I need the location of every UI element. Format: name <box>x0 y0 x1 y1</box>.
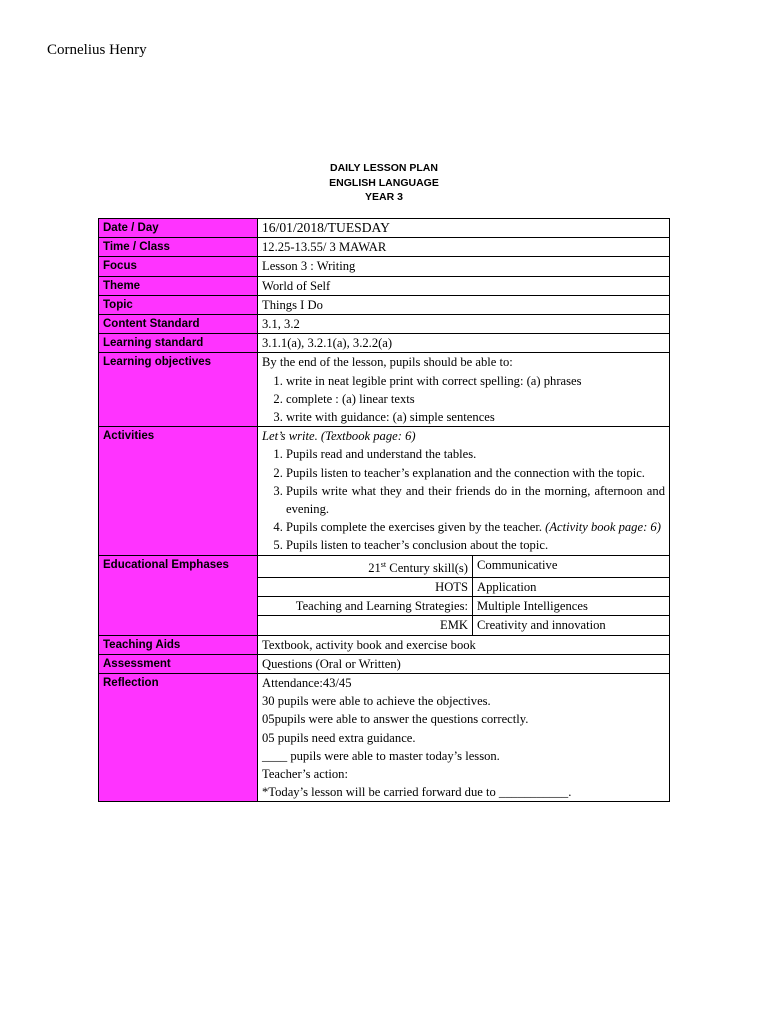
row-theme <box>99 276 670 295</box>
row-aids <box>99 635 670 654</box>
emphasis-key-number: 21 <box>368 560 381 575</box>
label-focus: Focus <box>99 257 258 276</box>
emphasis-key <box>258 556 473 578</box>
activity-item: 3. Pupils write what they and their friends do in the morning, afternoon and evening. <box>286 482 665 518</box>
activity-item: 1. Pupils read and understand the tables. <box>286 445 665 463</box>
activity-item <box>286 518 665 536</box>
emphasis-key-rest: Century skill(s) <box>386 560 468 575</box>
emphasis-value: Creativity and innovation <box>473 616 670 635</box>
heading-line-3: YEAR 3 <box>365 191 403 203</box>
row-topic <box>99 295 670 314</box>
label-learning-standard: Learning standard <box>99 334 258 353</box>
label-aids: Teaching Aids <box>99 635 258 654</box>
label-reflection: Reflection <box>99 674 258 802</box>
value-topic: Things I Do <box>258 295 670 314</box>
emphasis-key: HOTS <box>258 578 473 597</box>
reflection-line: Teacher’s action: <box>262 767 348 782</box>
emphasis-key: EMK <box>258 616 473 635</box>
activity-item-4-note: (Activity book page: 6) <box>545 520 661 535</box>
emphasis-value: Application <box>473 578 670 597</box>
label-theme: Theme <box>99 276 258 295</box>
objective-item: 2. complete : (a) linear texts <box>286 390 665 408</box>
row-learning-standard <box>99 334 670 353</box>
label-content-standard: Content Standard <box>99 315 258 334</box>
value-emphases <box>258 555 670 635</box>
objectives-intro: By the end of the lesson, pupils should be able to: <box>262 355 513 370</box>
row-assessment <box>99 654 670 673</box>
emphasis-key: Teaching and Learning Strategies: <box>258 597 473 616</box>
emphasis-key-suffix: st <box>380 559 387 569</box>
heading-line-1: DAILY LESSON PLAN <box>330 162 438 174</box>
value-time: 12.25-13.55/ 3 MAWAR <box>258 238 670 257</box>
label-emphases: Educational Emphases <box>99 555 258 635</box>
reflection-line: 30 pupils were able to achieve the objectives. <box>262 694 491 709</box>
value-content-standard: 3.1, 3.2 <box>258 315 670 334</box>
label-topic: Topic <box>99 295 258 314</box>
label-assessment: Assessment <box>99 654 258 673</box>
value-focus: Lesson 3 : Writing <box>258 257 670 276</box>
activity-item: 5. Pupils listen to teacher’s conclusion about the topic. <box>286 536 665 554</box>
row-reflection <box>99 674 670 802</box>
row-date <box>99 219 670 238</box>
value-assessment: Questions (Oral or Written) <box>258 654 670 673</box>
reflection-line: 05 pupils need extra guidance. <box>262 730 416 745</box>
reflection-line: ____ pupils were able to master today’s lesson. <box>262 748 500 763</box>
label-date: Date / Day <box>99 219 258 238</box>
objective-item: 3. write with guidance: (a) simple sentences <box>286 408 665 426</box>
value-objectives <box>258 353 670 427</box>
activities-intro-text: Let’s write. (Textbook page: 6) <box>262 429 416 444</box>
reflection-line: *Today’s lesson will be carried forward due to ___________. <box>262 785 572 800</box>
author-name: Cornelius Henry <box>47 42 147 58</box>
heading-line-2: ENGLISH LANGUAGE <box>329 176 439 189</box>
reflection-line: 05pupils were able to answer the questions correctly. <box>262 712 529 727</box>
row-time <box>99 238 670 257</box>
label-activities: Activities <box>99 427 258 555</box>
label-objectives: Learning objectives <box>99 353 258 427</box>
objective-item: 1. write in neat legible print with correct spelling: (a) phrases <box>286 372 665 390</box>
activities-list <box>262 445 665 554</box>
value-date: 16/01/2018/TUESDAY <box>258 219 670 238</box>
value-learning-standard: 3.1.1(a), 3.2.1(a), 3.2.2(a) <box>258 334 670 353</box>
emphasis-row <box>258 616 669 635</box>
row-objectives <box>99 353 670 427</box>
document-heading <box>0 161 768 205</box>
value-reflection <box>258 674 670 802</box>
row-focus <box>99 257 670 276</box>
label-time: Time / Class <box>99 238 258 257</box>
activities-intro <box>262 427 665 445</box>
emphasis-row <box>258 578 669 597</box>
value-theme: World of Self <box>258 276 670 295</box>
row-emphases <box>99 555 670 635</box>
activity-item: 2. Pupils listen to teacher’s explanation and the connection with the topic. <box>286 464 665 482</box>
value-aids: Textbook, activity book and exercise book <box>258 635 670 654</box>
emphasis-value: Multiple Intelligences <box>473 597 670 616</box>
reflection-line: Attendance:43/45 <box>262 676 352 691</box>
emphasis-row <box>258 556 669 578</box>
emphasis-row <box>258 597 669 616</box>
row-content-standard <box>99 315 670 334</box>
row-activities <box>99 427 670 555</box>
emphasis-value: Communicative <box>477 557 558 572</box>
emphases-table <box>258 556 669 635</box>
objectives-list <box>262 372 665 427</box>
activity-item-4-text: Pupils complete the exercises given by the teacher. <box>286 520 542 535</box>
lesson-plan-table <box>98 218 670 802</box>
value-activities <box>258 427 670 555</box>
